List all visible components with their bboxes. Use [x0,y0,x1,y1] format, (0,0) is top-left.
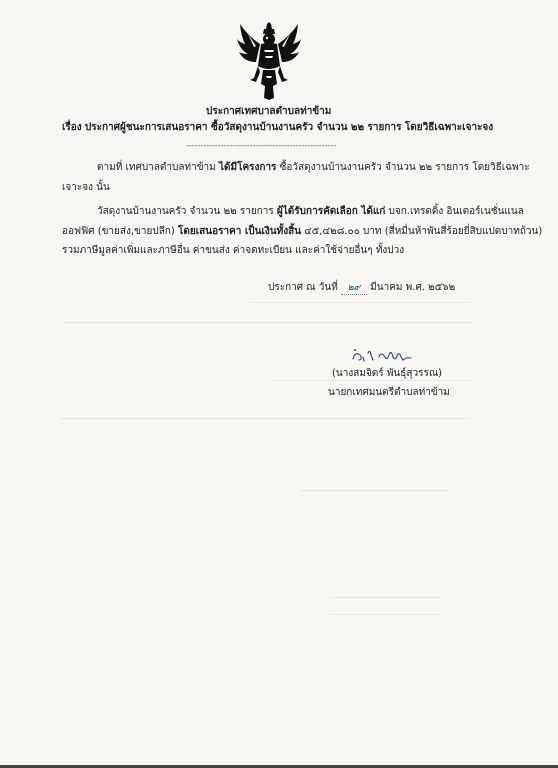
agency-title: ประกาศเทศบาลตำบลท่าข้าม [206,106,332,117]
paragraph-2-line-2 [62,226,542,238]
p2-vendor: บจก.เทรดดิ้ง อินเตอร์เนชั่นแนล [388,206,524,217]
announce-suffix: มีนาคม พ.ศ. ๒๕๖๒ [370,282,456,293]
subject-text: ประกาศผู้ชนะการเสนอราคา ซื้อวัสดุงานบ้านงานครัว จำนวน ๒๒ รายการ โดยวิธีเฉพาะเจาะจง [84,122,494,133]
signer-name: (นางสมจิตร์ พันธุ์สุวรรณ) [332,368,443,379]
p1-text-a: ตามที่ เทศบาลตำบลท่าข้าม [97,162,216,173]
p2-item: วัสดุงานบ้านงานครัว จำนวน ๒๒ รายการ [97,206,274,217]
paragraph-1-line-2: เจาะจง นั้น [62,182,110,193]
signer-title: นายกเทศมนตรีตำบลท่าข้าม [328,387,450,398]
announce-prefix: ประกาศ ณ วันที่ [268,282,338,293]
bleed-through-line [60,418,470,419]
p1-text-c: ซื้อวัสดุงานบ้านงานครัว จำนวน ๒๒ รายการ โดยวิธีเฉพาะ [279,162,530,173]
bleed-through-line [330,597,440,598]
p1-text-b: ได้มีโครงการ [218,162,277,173]
bleed-through-line [270,380,470,381]
handwritten-signature [351,345,413,365]
paragraph-1-line-1 [97,162,530,174]
bleed-through-line [62,322,472,323]
p2-selected-label: ผู้ได้รับการคัดเลือก ได้แก่ [276,206,386,217]
p2-price: ๔๕,๔๒๘.๐๐ บาท (สี่หมื่นห้าพันสี่ร้อยยี่สิบแปดบาทถ้วน) [304,226,543,237]
p2-vendor-cont: ออฟฟิศ (ขายส่ง,ขายปลีก) [62,226,175,237]
subject-line [62,122,493,134]
header-divider: ---------------------------------------------------- [186,141,337,150]
bleed-through-line [300,490,450,491]
announce-day: ๒๙ [341,282,367,295]
bleed-through-line [250,302,470,303]
paragraph-2-line-3: รวมภาษีมูลค่าเพิ่มและภาษีอื่น ค่าขนส่ง ค่าจดทะเบียน และค่าใช้จ่ายอื่นๆ ทั้งปวง [62,245,405,256]
p2-price-label: โดยเสนอราคา เป็นเงินทั้งสิ้น [178,226,302,237]
paragraph-2-line-1 [97,206,524,218]
subject-label: เรื่อง [62,122,82,133]
bleed-through-line [330,614,440,615]
garuda-emblem-icon [236,22,302,100]
announce-date [268,282,455,295]
